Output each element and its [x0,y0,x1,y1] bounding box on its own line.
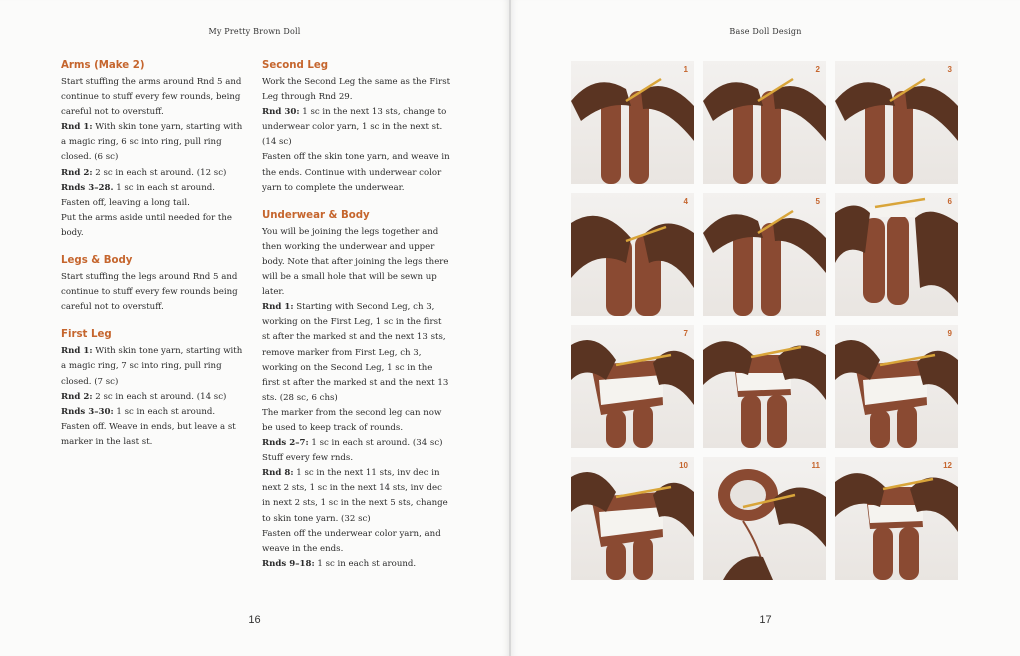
step-photo-illustration [703,325,826,448]
instruction-text [61,211,247,241]
round-text: 1 sc in the next 13 sts, change to underwear color yarn, 1 sc in the next st. (14 sc) [262,107,447,148]
round-label: Rnd 30: [262,107,300,118]
round-text: 1 sc in each st around. [113,182,215,193]
round-text: Fasten off the underwear color yarn, and weave in the ends. [262,528,441,554]
round-text: 2 sc in each st around. (14 sc) [92,391,227,402]
instruction-text [61,196,247,211]
round-instruction [262,557,452,572]
round-text: With skin tone yarn, starting with a magic ring, 7 sc into ring, pull ring closed. (7 sc) [61,346,243,387]
round-text: 2 sc in each st around. (12 sc) [92,167,227,178]
step-photo-illustration [835,193,958,316]
round-text: Start stuffing the legs around Rnd 5 and continue to stuff every few rounds being careful not to overstuff. [61,272,238,313]
instruction-text [262,225,452,300]
round-text: 1 sc in each st around. [113,406,216,417]
left-running-head: My Pretty Brown Doll [208,27,301,36]
round-text: Fasten off the skin tone yarn, and weave in the ends. Continue with underwear color yarn to complete the underwear. [262,152,450,193]
left-page-number: 16 [248,614,261,626]
round-label: Rnd 1: [61,122,93,133]
step-number: 2 [815,65,820,74]
step-photo [835,193,958,316]
round-instruction [61,390,247,405]
left-column-2 [262,58,452,584]
round-label: Rnd 2: [61,167,93,178]
step-photo [703,457,826,580]
round-text: Starting with Second Leg, ch 3, working on the First Leg, 1 sc in the first st after the marked st and the next 13 sts, remove marker from First Leg, ch 3, working on the Second Leg, 1 sc in the first st after the marked st and the next 13 sts. (28 sc, 6 chs) [262,302,449,403]
section-heading: Legs & Body [61,255,133,267]
section-heading: First Leg [61,329,112,341]
round-instruction [61,120,247,165]
step-photo [835,61,958,184]
round-instruction [262,105,452,150]
step-photo [571,61,694,184]
round-instruction [262,436,452,451]
instruction-text [262,406,452,436]
section-heading: Underwear & Body [262,209,370,221]
section-heading: Second Leg [262,60,329,71]
round-text: 1 sc in each st around. (34 sc) [308,438,443,449]
step-number: 3 [947,65,952,74]
instruction-text [61,270,247,315]
step-photo [703,325,826,448]
step-number: 1 [683,65,688,74]
step-photo [571,457,694,580]
round-instruction [61,181,247,196]
step-photo [703,193,826,316]
instruction-text [262,150,452,195]
step-photo-illustration [835,325,958,448]
round-text: You will be joining the legs together and then working the underwear and upper body. Note that after joining the legs there will be a small hole that will be sewn up later. [262,226,449,298]
instruction-section [61,253,247,315]
section-heading: Arms (Make 2) [61,60,145,71]
step-number: 12 [943,461,952,470]
right-page-number: 17 [759,614,772,626]
step-photo-illustration [571,457,694,580]
round-label: Rnd 1: [262,302,294,313]
step-number: 8 [815,329,820,338]
instruction-text [262,451,452,466]
round-label: Rnd 8: [262,468,294,479]
round-instruction [262,300,452,406]
round-instruction [61,344,247,389]
step-photo-illustration [571,325,694,448]
instruction-section [61,327,247,450]
step-photo-illustration [571,61,694,184]
instruction-section [262,58,452,196]
round-text: With skin tone yarn, starting with a magic ring, 6 sc into ring, pull ring closed. (6 sc) [61,122,243,163]
instruction-text [61,75,247,120]
step-photo-illustration [703,61,826,184]
round-text: The marker from the second leg can now be used to keep track of rounds. [262,407,442,433]
step-number: 11 [811,461,820,470]
instruction-text [262,75,452,105]
step-number: 10 [679,461,688,470]
instruction-section [61,58,247,241]
step-number: 9 [947,329,952,338]
step-photo-illustration [571,193,694,316]
right-running-head: Base Doll Design [729,27,802,36]
step-number: 5 [815,197,820,206]
round-text: Put the arms aside until needed for the body. [61,212,232,238]
step-photo [835,325,958,448]
step-photo-illustration [835,457,958,580]
round-instruction [262,466,452,526]
round-text: Stuff every few rnds. [262,453,354,464]
round-instruction [61,405,247,420]
step-photo-illustration [703,193,826,316]
round-label: Rnds 3–28. [61,182,114,193]
round-instruction [61,166,247,181]
step-number: 6 [947,197,952,206]
instruction-section [262,208,452,572]
instruction-text [61,420,247,450]
step-photo [571,325,694,448]
round-text: Work the Second Leg the same as the First Leg through Rnd 29. [262,77,451,103]
step-number: 7 [683,329,688,338]
step-photo [571,193,694,316]
round-text: Start stuffing the arms around Rnd 5 and continue to stuff every few rounds, being careful not to overstuff. [61,77,242,118]
step-photo-illustration [835,61,958,184]
round-text: 1 sc in each st around. [314,558,417,569]
round-text: Fasten off. Weave in ends, but leave a st marker in the last st. [61,421,236,447]
step-photo-grid [571,61,959,580]
left-page [0,0,509,656]
round-text: 1 sc in the next 11 sts, inv dec in next 2 sts, 1 sc in the next 14 sts, inv dec in next 2 sts, 1 sc in the next 5 sts, change to skin tone yarn. (32 sc) [262,468,448,524]
instruction-text [262,527,452,557]
left-column-1 [61,58,247,462]
round-label: Rnds 3–30: [61,406,114,417]
round-label: Rnd 1: [61,346,93,357]
step-photo [703,61,826,184]
round-label: Rnds 9–18: [262,558,315,569]
step-photo [835,457,958,580]
step-photo-illustration [703,457,826,580]
step-number: 4 [683,197,688,206]
round-label: Rnds 2–7: [262,438,309,449]
round-text: Fasten off, leaving a long tail. [61,197,190,208]
round-label: Rnd 2: [61,391,93,402]
